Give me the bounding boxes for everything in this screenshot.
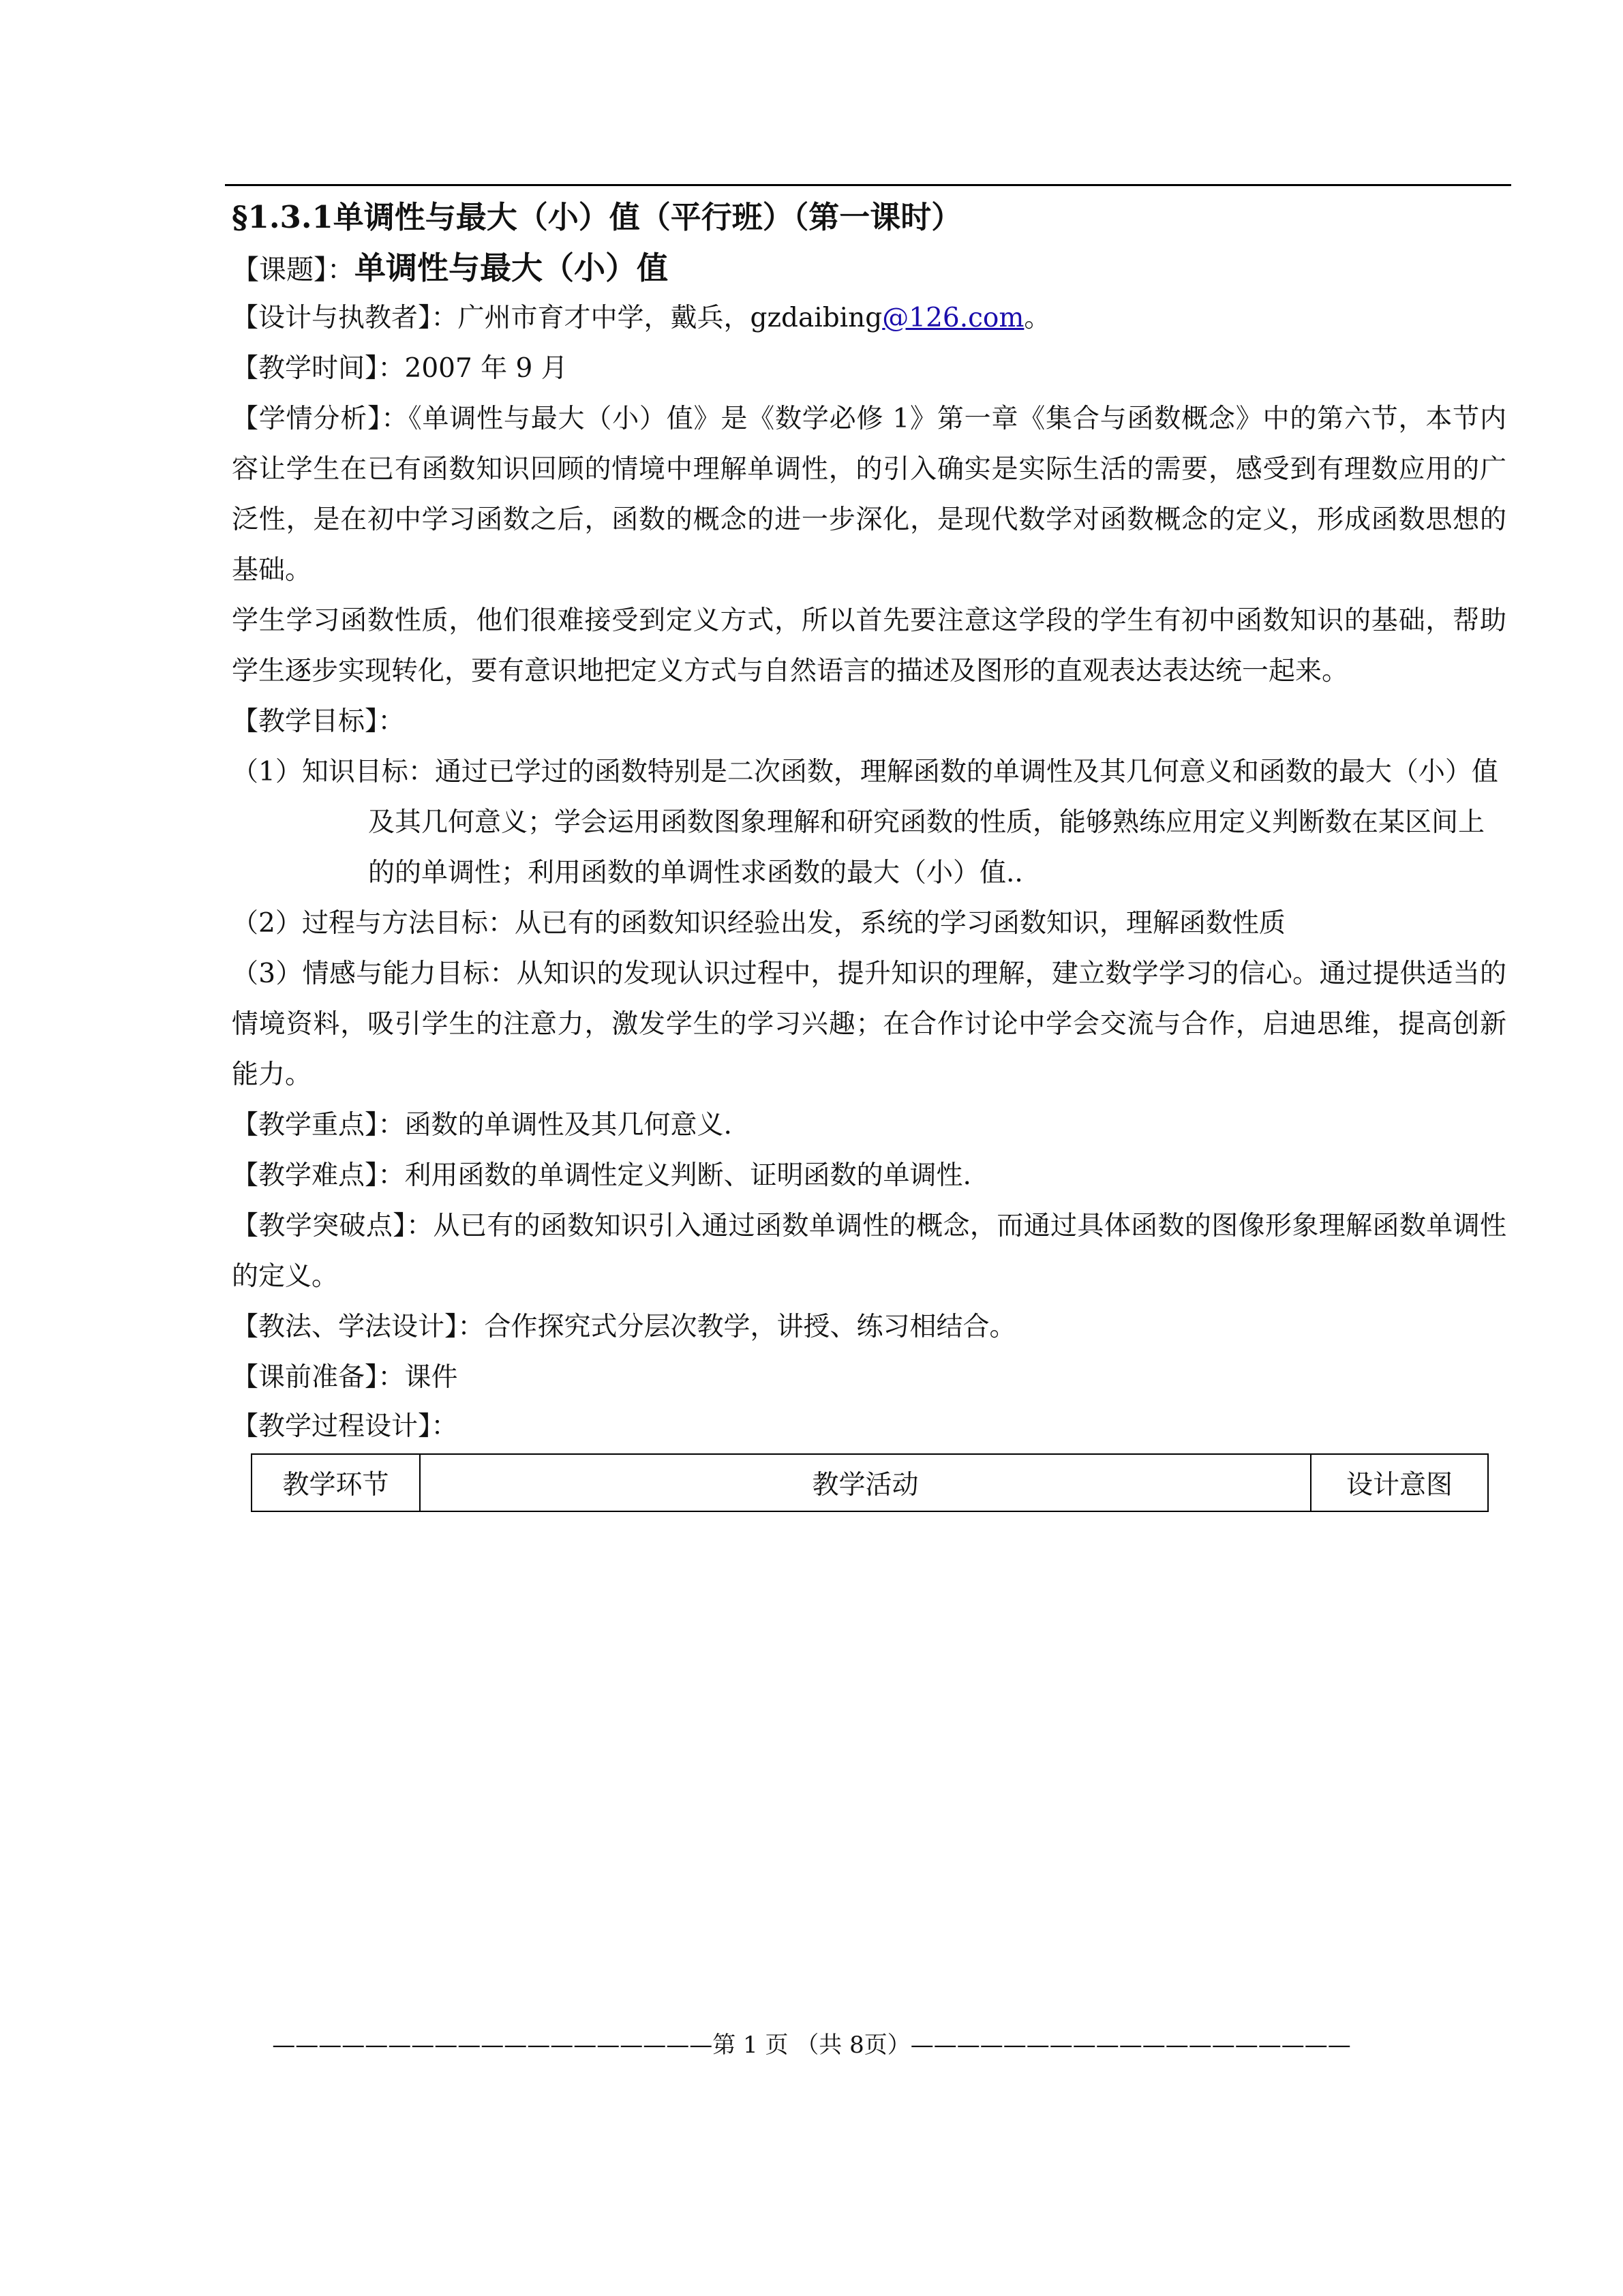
key-point-text: 函数的单调性及其几何意义. [404, 1110, 732, 1141]
process-table [251, 1453, 1489, 1512]
designer-text: 广州市育才中学，戴兵，gzdaibing [457, 303, 883, 333]
table-header-row [252, 1454, 1488, 1511]
difficulty-label: 【教学难点】： [232, 1160, 405, 1191]
table-header-cell: 教学环节 [252, 1454, 420, 1511]
objective-knowledge: （1）知识目标：通过已学过的函数特别是二次函数，理解函数的单调性及其几何意义和函数的最大（小）值及其几何意义；学会运用函数图象理解和研究函数的性质，能够熟练应用定义判断数在某区间上的的单调性；利用函数的单调性求函数的最大（小）值.. [232, 757, 1498, 888]
preparation-line [232, 1353, 1506, 1403]
analysis-paragraph-1 [232, 394, 1506, 596]
preparation-label: 【课前准备】： [232, 1362, 405, 1393]
header-rule [225, 184, 1511, 186]
document-title: §1.3.1单调性与最大（小）值（平行班）（第一课时） [232, 199, 962, 235]
table-header-cell: 教学活动 [420, 1454, 1311, 1511]
key-point-label: 【教学重点】： [232, 1110, 405, 1141]
analysis-label: 【学情分析】： [232, 404, 409, 434]
designer-end: 。 [1024, 303, 1051, 333]
method-label: 【教法、学法设计】： [232, 1312, 485, 1342]
time-line [232, 344, 1506, 394]
breakthrough-paragraph [232, 1201, 1506, 1302]
time-label: 【教学时间】： [232, 353, 405, 384]
method-line [232, 1302, 1506, 1353]
breakthrough-text: 从已有的函数知识引入通过函数单调性的概念，而通过具体函数的图像形象理解函数单调性的定义。 [232, 1211, 1506, 1292]
breakthrough-label: 【教学突破点】： [232, 1211, 434, 1241]
key-point-line [232, 1100, 1506, 1151]
topic-value: 单调性与最大（小）值 [354, 250, 668, 286]
document-body [232, 192, 1506, 1512]
designer-line [232, 293, 1506, 344]
objective-process: （2）过程与方法目标：从已有的函数知识经验出发，系统的学习函数知识，理解函数性质 [232, 908, 1286, 939]
difficulty-text: 利用函数的单调性定义判断、证明函数的单调性. [404, 1160, 971, 1191]
topic-label: 【课题】： [232, 254, 354, 286]
analysis-text-1: 《单调性与最大（小）值》是《数学必修 1》第一章《集合与函数概念》中的第六节，本节内容让学生在已有函数知识回顾的情境中理解单调性，的引入确实是实际生活的需要，感受到有理数应用的广泛性，是在初中学习函数之后，函数的概念的进一步深化，是现代数学对函数概念的定义，形成函数思想的基础。 [232, 404, 1506, 586]
email-link[interactable]: @126.com [882, 303, 1025, 333]
designer-label: 【设计与执教者】： [232, 303, 458, 333]
preparation-text: 课件 [404, 1362, 458, 1393]
time-text: 2007 年 9 月 [404, 353, 568, 384]
page-footer: ———————————————————第 1 页 （共 8页）——————————————————— [272, 2031, 1351, 2059]
method-text: 合作探究式分层次教学，讲授、练习相结合。 [484, 1312, 1016, 1342]
objectives-label: 【教学目标】： [232, 706, 405, 737]
topic-line [232, 243, 1506, 293]
process-label: 【教学过程设计】： [232, 1411, 458, 1442]
table-header-cell: 设计意图 [1311, 1454, 1488, 1511]
analysis-paragraph-2: 学生学习函数性质，他们很难接受到定义方式，所以首先要注意这学段的学生有初中函数知识的基础，帮助学生逐步实现转化，要有意识地把定义方式与自然语言的描述及图形的直观表达表达统一起来。 [232, 605, 1506, 686]
objective-emotion: （3）情感与能力目标：从知识的发现认识过程中，提升知识的理解，建立数学学习的信心。通过提供适当的情境资料，吸引学生的注意力，激发学生的学习兴趣；在合作讨论中学会交流与合作，启迪思维，提高创新能力。 [232, 958, 1506, 1090]
difficulty-line [232, 1151, 1506, 1201]
